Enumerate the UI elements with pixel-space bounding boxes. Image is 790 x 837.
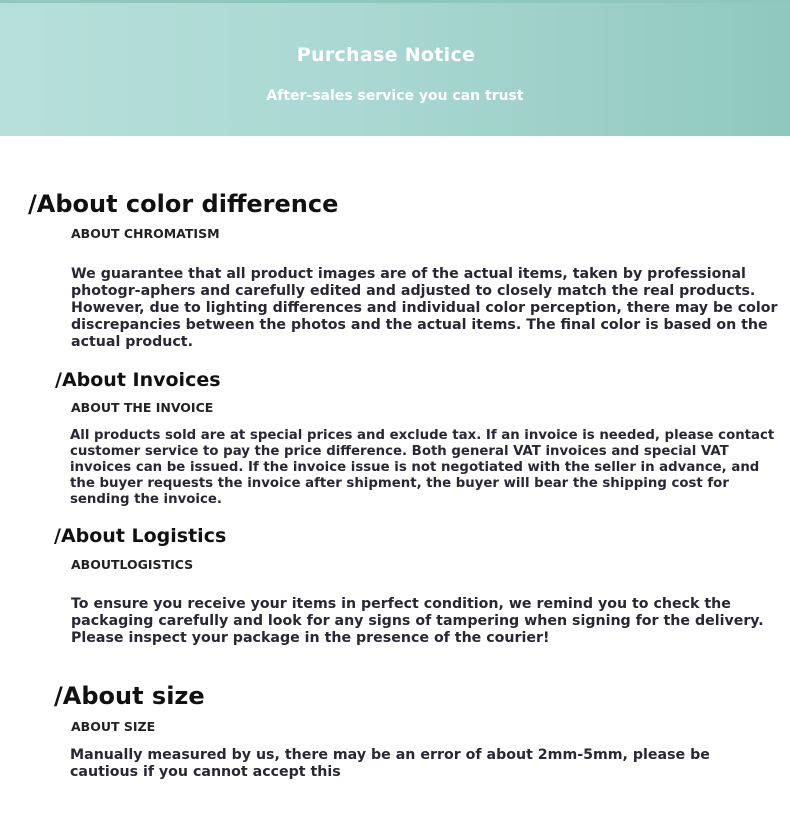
section-heading-color-difference: /About color difference bbox=[28, 190, 339, 218]
section-subheading-logistics: ABOUTLOGISTICS bbox=[71, 557, 194, 572]
section-heading-size: /About size bbox=[54, 682, 205, 710]
section-body-color-difference: We guarantee that all product images are of the actual items, taken by professional photogr-aphers and carefully edited and adjusted to closely match the real products. However, due to lighting differences and individual color perception, there may be color discrepancies between the photos and the actual items. The final color is based on the actual product. bbox=[71, 266, 778, 350]
section-body-invoices: All products sold are at special prices and exclude tax. If an invoice is needed, please contact customer service to pay the price difference. Both general VAT invoices and special VAT invoices can be issued. If the invoice issue is not negotiated with the seller in advance, and the buyer requests the invoice after shipment, the buyer will bear the shipping cost for sending the invoice. bbox=[70, 428, 775, 507]
section-subheading-chromatism: ABOUT CHROMATISM bbox=[71, 226, 220, 241]
section-heading-invoices: /About Invoices bbox=[55, 369, 221, 391]
section-body-size: Manually measured by us, there may be an error of about 2mm-5mm, please be cautious if you cannot accept this bbox=[70, 747, 710, 780]
section-subheading-invoice: ABOUT THE INVOICE bbox=[71, 400, 214, 415]
banner-title: Purchase Notice bbox=[296, 44, 476, 66]
section-heading-logistics: /About Logistics bbox=[54, 525, 227, 547]
section-body-logistics: To ensure you receive your items in perfect condition, we remind you to check the packaging carefully and look for any signs of tampering when signing for the delivery. Please inspect your package in the presence of the courier! bbox=[71, 596, 764, 646]
banner-subtitle: After-sales service you can trust bbox=[266, 88, 524, 104]
section-subheading-size: ABOUT SIZE bbox=[71, 719, 156, 734]
header-banner bbox=[0, 0, 790, 136]
